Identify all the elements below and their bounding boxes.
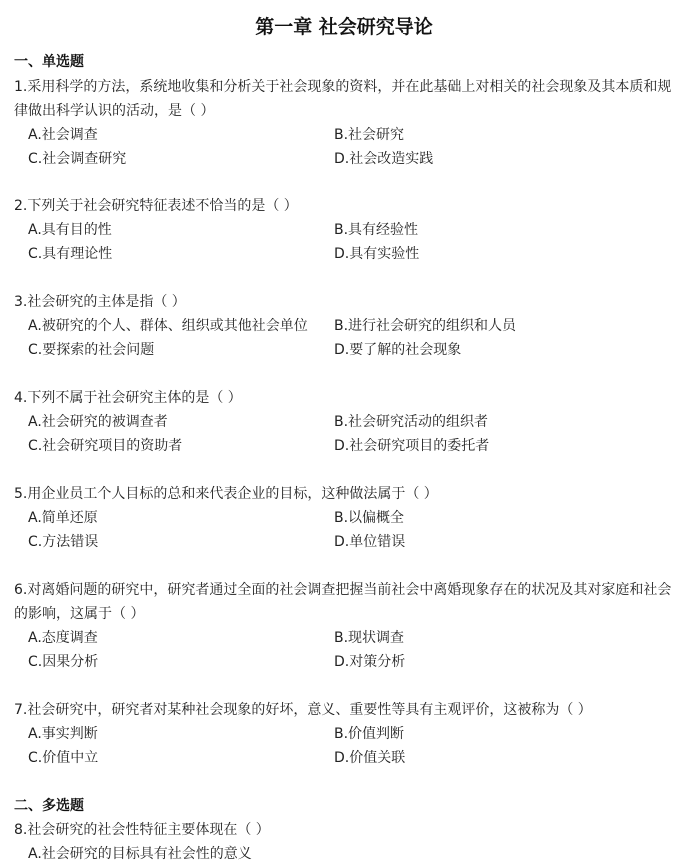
question-4-stem: 4.下列不属于社会研究主体的是（ ） [14,390,242,406]
question-2-stem: 2.下列关于社会研究特征表述不恰当的是（ ） [14,198,298,214]
question-2 [14,194,674,266]
question-4-option-d[interactable]: D.社会研究项目的委托者 [334,438,490,454]
question-3 [14,290,674,362]
question-6-options [28,626,674,674]
question-7-option-a[interactable]: A.事实判断 [28,726,98,742]
question-4-option-a[interactable]: A.社会研究的被调查者 [28,414,168,430]
question-5-option-d[interactable]: D.单位错误 [334,534,406,550]
question-6-option-a[interactable]: A.态度调查 [28,630,98,646]
chapter-title: 第一章 社会研究导论 [255,16,433,38]
question-7-option-b[interactable]: B.价值判断 [334,726,405,742]
question-6-option-d[interactable]: D.对策分析 [334,654,406,670]
question-5-option-c[interactable]: C.方法错误 [28,534,99,550]
question-1-option-d[interactable]: D.社会改造实践 [334,151,434,167]
question-1-option-c[interactable]: C.社会调查研究 [28,151,127,167]
question-1-stem: 1.采用科学的方法，系统地收集和分析关于社会现象的资料，并在此基础上对相关的社会现象及其本质和规律做出科学认识的活动，是（ ） [14,79,672,119]
question-7-option-d[interactable]: D.价值关联 [334,750,406,766]
question-7-options [28,722,674,770]
question-3-option-d[interactable]: D.要了解的社会现象 [334,342,462,358]
question-5-stem: 5.用企业员工个人目标的总和来代表企业的目标，这种做法属于（ ） [14,486,438,502]
question-5-options [28,506,674,554]
question-5-option-b[interactable]: B.以偏概全 [334,510,405,526]
question-2-option-c[interactable]: C.具有理论性 [28,246,113,262]
question-2-options [28,218,674,266]
question-1 [14,75,674,171]
question-4-options [28,410,674,458]
question-1-option-a[interactable]: A.社会调查 [28,127,98,143]
question-3-option-c[interactable]: C.要探索的社会问题 [28,342,155,358]
question-2-option-d[interactable]: D.具有实验性 [334,246,420,262]
question-1-option-b[interactable]: B.社会研究 [334,127,405,143]
question-6-stem: 6.对离婚问题的研究中，研究者通过全面的社会调查把握当前社会中离婚现象存在的状况及其对家庭和社会的影响，这属于（ ） [14,582,672,622]
question-8-options [28,842,674,866]
section-heading-single-choice: 一、单选题 [14,54,84,70]
question-4-option-c[interactable]: C.社会研究项目的资助者 [28,438,183,454]
question-4-option-b[interactable]: B.社会研究活动的组织者 [334,414,489,430]
section-heading-multiple-choice: 二、多选题 [14,798,84,814]
question-3-options [28,314,674,362]
question-2-option-a[interactable]: A.具有目的性 [28,222,112,238]
question-8-stem: 8.社会研究的社会性特征主要体现在（ ） [14,822,270,838]
question-3-option-b[interactable]: B.进行社会研究的组织和人员 [334,318,517,334]
question-6-option-c[interactable]: C.因果分析 [28,654,99,670]
question-8-option-a[interactable]: A.社会研究的目标具有社会性的意义 [28,846,252,862]
question-1-options [28,123,674,171]
question-5-option-a[interactable]: A.简单还原 [28,510,98,526]
question-7-stem: 7.社会研究中，研究者对某种社会现象的好坏，意义、重要性等具有主观评价，这被称为（ ） [14,702,592,718]
question-4 [14,386,674,458]
question-8 [14,818,674,866]
question-7-option-c[interactable]: C.价值中立 [28,750,99,766]
question-3-option-a[interactable]: A.被研究的个人、群体、组织或其他社会单位 [28,318,308,334]
question-6-option-b[interactable]: B.现状调查 [334,630,405,646]
question-2-option-b[interactable]: B.具有经验性 [334,222,419,238]
question-7 [14,698,674,770]
question-5 [14,482,674,554]
question-3-stem: 3.社会研究的主体是指（ ） [14,294,186,310]
question-6 [14,578,674,674]
